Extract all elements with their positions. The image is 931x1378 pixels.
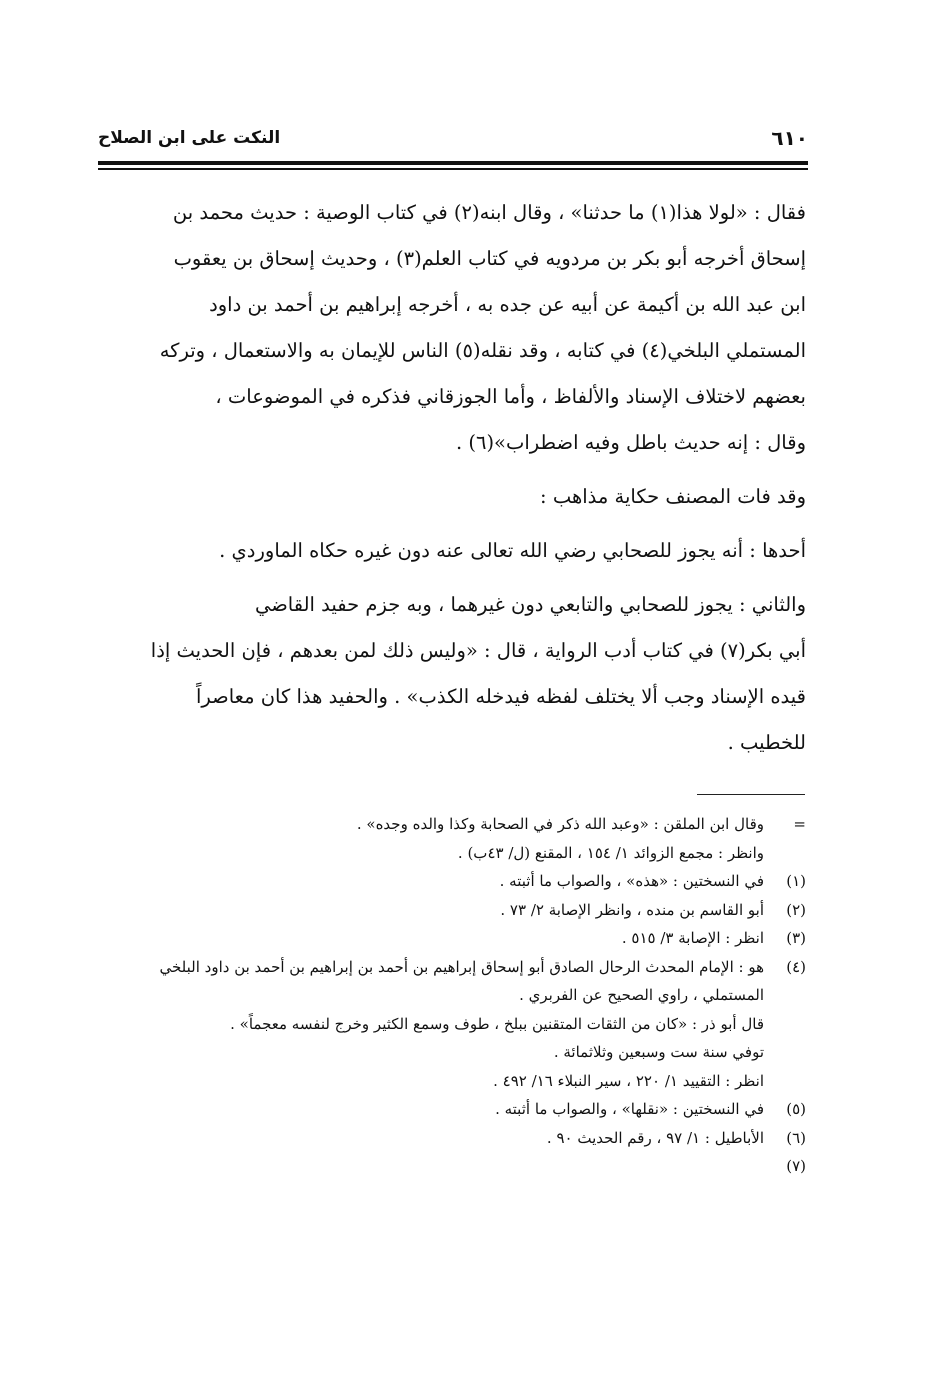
footnote-continuation — [100, 810, 806, 839]
footnote-4 — [100, 953, 806, 1010]
header-rule-thick — [98, 161, 808, 165]
footnote-continuation-line — [100, 839, 806, 868]
page-number: ٦١٠ — [771, 126, 808, 150]
footnotes — [100, 810, 806, 1175]
footnote-number: (٢) — [786, 900, 806, 919]
footnote-4-line — [100, 1010, 806, 1039]
footnote-text: هو : الإمام المحدث الرحال الصادق أبو إسحاق إبراهيم بن أحمد بن إبراهيم بن أحمد بن داود البلخي المستملي ، راوي الصحيح عن الفربري . — [159, 957, 764, 1004]
footnote-1 — [100, 867, 806, 896]
footnote-text: انظر : الإصابة ٣/ ٥١٥ . — [621, 929, 764, 947]
footnote-text: في النسختين : «نقلها» ، والصواب ما أثبته . — [495, 1100, 764, 1118]
footnote-3 — [100, 924, 806, 953]
footnote-6 — [100, 1124, 806, 1153]
line: بعضهم لاختلاف الإسناد والألفاظ ، وأما الجوزقاني فذكره في الموضوعات ، — [215, 385, 806, 408]
paragraph-3: أحدها : أنه يجوز للصحابي رضي الله تعالى عنه دون غيره حكاه الماوردي . — [219, 539, 806, 562]
line: ابن عبد الله بن أكيمة عن أبيه عن جده به ، أخرجه إبراهيم بن أحمد بن داود — [209, 293, 806, 316]
line: قيده الإسناد وجب ألا يختلف لفظه فيدخله الكذب» . والحفيد هذا كان معاصراً — [196, 685, 806, 708]
footnote-number: (٣) — [786, 929, 806, 947]
footnote-number: (٤) — [786, 957, 806, 976]
line: وقال : إنه حديث باطل وفيه اضطراب»(٦) . — [455, 431, 806, 454]
line: والثاني : يجوز للصحابي والتابعي دون غيرهما ، وبه جزم حفيد القاضي — [255, 593, 806, 616]
paragraph-4 — [100, 582, 806, 766]
page-header — [98, 124, 808, 160]
paragraph-2: وقد فات المصنف حكاية مذاهب : — [540, 485, 806, 508]
footnote-number: (٦) — [786, 1128, 806, 1147]
footnote-2 — [100, 896, 806, 925]
line: المستملي البلخي(٤) في كتابه ، وقد نقله(٥) الناس للإيمان به والاستعمال ، وتركه — [159, 339, 806, 362]
footnote-text: وقال ابن الملقن : «وعبد الله ذكر في الصحابة وكذا والده وجده» . — [356, 815, 764, 833]
line: إسحاق أخرجه أبو بكر بن مردويه في كتاب العلم(٣) ، وحديث إسحاق بن يعقوب — [173, 247, 806, 270]
paragraph-1 — [100, 190, 806, 466]
footnote-text: أبو القاسم بن منده ، وانظر الإصابة ٢/ ٧٣ . — [500, 900, 764, 919]
footnote-text: وانظر : مجمع الزوائد ١/ ١٥٤ ، المقنع (ل/ ٤٣ب) . — [457, 843, 764, 862]
line: للخطيب . — [727, 731, 806, 754]
footnote-5 — [100, 1095, 806, 1124]
footnote-number: (١) — [786, 872, 806, 890]
footnote-4-line — [100, 1038, 806, 1067]
running-title: النكت على ابن الصلاح — [98, 128, 281, 148]
header-rule-thin — [98, 168, 808, 170]
footnote-text: في النسختين : «هذه» ، والصواب ما أثبته . — [499, 872, 764, 890]
footnote-text: قال أبو ذر : «كان من الثقات المتقنين ببلخ ، طوف وسمع الكثير وخرج لنفسه معجماً» . — [230, 1014, 764, 1033]
footnote-text: الأباطيل : ١/ ٩٧ ، رقم الحديث ٩٠ . — [546, 1128, 764, 1147]
continuation-marker: = — [793, 815, 806, 833]
line: فقال : «لولا هذا(١) ما حدثنا» ، وقال ابنه(٢) في كتاب الوصية : حديث محمد بن — [172, 201, 806, 224]
main-text — [100, 190, 806, 766]
footnote-text: انظر : التقييد ١/ ٢٢٠ ، سير النبلاء ١٦/ ٤٩٢ . — [493, 1071, 764, 1090]
footnote-separator — [697, 794, 805, 795]
footnote-text: توفي سنة ست وسبعين وثلاثمائة . — [553, 1043, 764, 1061]
footnote-4-line — [100, 1067, 806, 1096]
footnote-number: (٧) — [786, 1157, 806, 1175]
line: أبي بكر(٧) في كتاب أدب الرواية ، قال : «وليس ذلك لمن بعدهم ، فإن الحديث إذا — [150, 639, 806, 662]
footnote-number: (٥) — [786, 1100, 806, 1118]
